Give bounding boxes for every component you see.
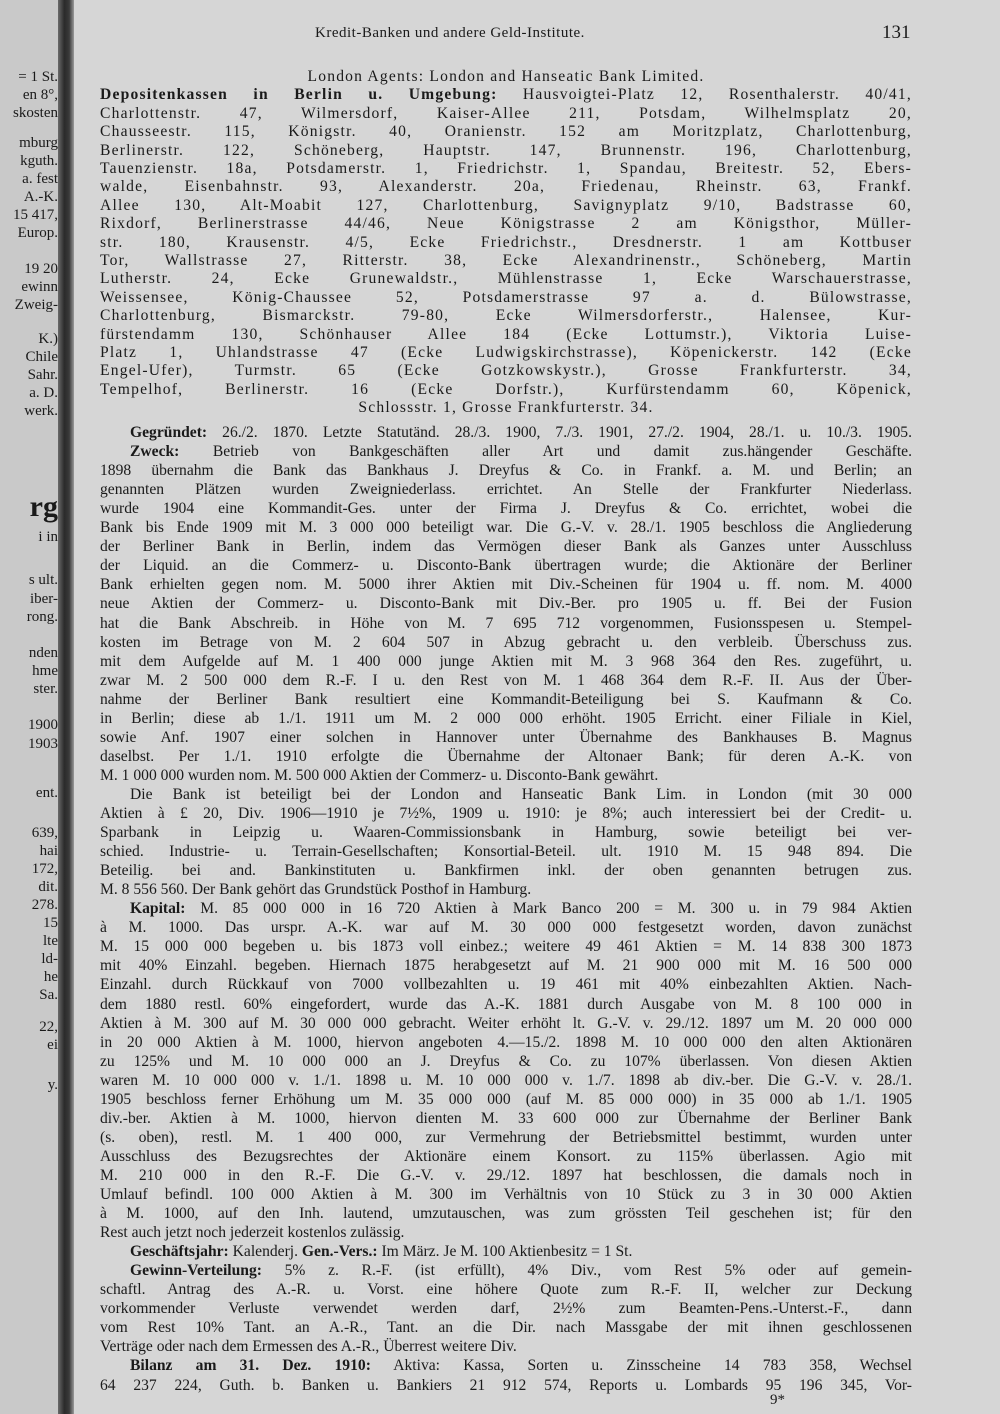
- text-line: [100, 1338, 912, 1355]
- line-text: Bank erhielten gegen nom. M. 5000 ihrer Aktien mit Div.-Scheinen für 1904 u. ff. nom. M. 4000: [100, 576, 912, 594]
- text-line: [100, 307, 912, 324]
- text-line: [100, 344, 912, 361]
- text-line: [100, 1262, 912, 1279]
- text-line: [100, 1034, 912, 1051]
- previous-page-fragment: he: [43, 969, 58, 985]
- text-line: [100, 538, 912, 555]
- line-text: Kalenderj.: [228, 1243, 299, 1261]
- line-text: Hausvoigtei-Platz 12, Rosenthalerstr. 40/41,: [497, 86, 912, 104]
- text-line: [100, 1243, 912, 1260]
- text-line: [100, 142, 912, 159]
- text-line: [100, 1205, 912, 1222]
- previous-page-fragment: hai: [39, 843, 58, 859]
- line-text: à M. 1000. Das urspr. A.-K. war auf M. 30 000 000 festgesetzt worden, davon zunächst: [100, 919, 912, 937]
- line-text: London Agents: London and Hanseatic Bank Limited.: [307, 68, 705, 85]
- line-text: Tor, Wallstrasse 27, Ritterstr. 38, Ecke Alexandrinenstr., Schöneberg, Martin: [100, 252, 912, 269]
- text-line: [100, 1129, 912, 1146]
- line-text: M. 210 000 in den R.-F. Die G.-V. v. 29./12. 1897 hat beschlossen, die damals noch in: [100, 1166, 912, 1184]
- line-text: Einzahl. durch Rückkauf von 7000 vollbezahlten u. 19 461 mit 40% einbezahlten Aktien. Nach-: [100, 976, 912, 994]
- line-text: Ausschluss des Bezugsrechtes der Aktionäre einem Konsort. zu 115% überlassen. Agio mit: [100, 1147, 912, 1165]
- text-line: [100, 234, 912, 251]
- line-text: 26./2. 1870. Letzte Statutänd. 28./3. 1900, 7./3. 1901, 27./2. 1904, 28./1. u. 10./3. 1905.: [207, 424, 912, 441]
- line-text: à M. 1000, auf den Inh. lautend, umzutauschen, was zum grössten Teil geschehen ist; für den: [100, 1205, 912, 1223]
- text-line: [100, 1357, 912, 1374]
- text-line: [100, 919, 912, 936]
- text-line: [100, 862, 912, 879]
- line-text: Verträge oder nach dem Ermessen des A.-R., Überrest weitere Div.: [100, 1338, 517, 1356]
- text-line: [100, 1053, 912, 1070]
- text-line: [100, 938, 912, 955]
- previous-page-fragment: Europ.: [17, 225, 58, 241]
- line-text: fürstendamm 130, Schönhauser Allee 184 (Ecke Lottumstr.), Viktoria Luise-: [100, 325, 912, 343]
- line-text: 1905 beschloss ferner Erhöhung um M. 35 000 000 (auf M. 85 000 000) in 35 000 ab 1./1. 1905: [100, 1090, 912, 1108]
- text-line: [100, 362, 912, 379]
- text-line: [100, 691, 912, 708]
- line-text: Chausseestr. 115, Königstr. 40, Oranienstr. 152 am Moritzplatz, Charlottenburg,: [100, 123, 912, 141]
- text-line: [100, 1110, 912, 1127]
- text-line: [100, 519, 912, 536]
- line-text: div.-ber. Aktien à M. 1000, hiervon dienten M. 33 600 000 zur Übernahme der Berliner Bank: [100, 1109, 912, 1127]
- previous-page-fragment: a. fest: [22, 171, 58, 187]
- line-text: (s. oben), restl. M. 1 400 000, zur Vermehrung der Betriebsmittel bestimmt, wurden unter: [100, 1128, 912, 1146]
- text-line: [100, 123, 912, 140]
- line-text: mit dem Aufgelde auf M. 1 400 000 junge Aktien mit M. 3 968 364 den Res. zugeführt, u.: [100, 652, 912, 670]
- previous-page-fragment: 639,: [31, 825, 58, 841]
- line-text: Platz 1, Uhlandstrasse 47 (Ecke Ludwigskirchstrasse), Köpenickerstr. 142 (Ecke: [100, 344, 912, 361]
- previous-page-fragment: skosten: [13, 105, 58, 121]
- line-text: waren M. 10 000 000 v. 1./1. 1898 u. M. 10 000 000 v. 1./7. 1898 ab div.-ber. Die G.-V. v. 28./1.: [100, 1071, 912, 1089]
- section-label: Depositenkassen in Berlin u. Umgebung:: [100, 86, 498, 104]
- line-text: der Berliner Bank in Berlin, indem das Vermögen dieser Bank als Ganzes unter Ausschluss: [100, 538, 912, 556]
- line-text: schaftl. Antrag des A.-R. u. Vorst. eine höhere Quote zum R.-F. II, welcher zur Deckung: [100, 1281, 912, 1299]
- text-line: [100, 729, 912, 746]
- text-line: [100, 270, 912, 287]
- section-label: Zweck:: [130, 443, 180, 461]
- text-line: [100, 500, 912, 517]
- text-line: [100, 1319, 912, 1336]
- text-line: [100, 881, 912, 898]
- line-text: 64 237 224, Guth. b. Banken u. Bankiers 21 912 574, Reports u. Lombards 95 196 345, Vor-: [100, 1376, 912, 1394]
- text-line: [100, 615, 912, 632]
- previous-page-fragment: y.: [47, 1077, 58, 1093]
- text-line: [100, 289, 912, 306]
- text-line: [100, 1300, 912, 1317]
- line-text: Allee 130, Alt-Moabit 127, Charlottenburg, Savignyplatz 9/10, Badstrasse 60,: [100, 196, 912, 214]
- text-line: [100, 805, 912, 822]
- text-line: [100, 672, 912, 689]
- text-line: [100, 595, 912, 612]
- line-text: Aktien à £ 20, Div. 1906—1910 je 7½%, 1909 u. 1910: je 8%; auch interessiert bei der Credit- u.: [100, 805, 912, 822]
- previous-page-fragment: hme: [32, 663, 58, 679]
- section-label: Gegründet:: [130, 424, 208, 441]
- previous-page-fragment: nden: [28, 645, 58, 661]
- previous-page-fragment: en 8°,: [22, 87, 58, 103]
- line-text: Aktien à M. 300 auf M. 30 000 000 gebracht. Weiter erhöht lt. G.-V. v. 29./12. 1897 um M. 20 000 000: [100, 1014, 912, 1032]
- previous-page-fragment: a. D.: [29, 385, 58, 401]
- text-line: [100, 1224, 912, 1241]
- previous-page-fragment: lte: [43, 933, 58, 949]
- text-line: [100, 634, 912, 651]
- text-line: [100, 443, 912, 460]
- text-line: [100, 1167, 912, 1184]
- text-line: [100, 900, 912, 917]
- text-line: [100, 462, 912, 479]
- line-text: neue Aktien der Commerz- u. Disconto-Bank mit Div.-Ber. pro 1905 u. ff. Bei der Fusion: [100, 595, 912, 613]
- line-text: Tempelhof, Berlinerstr. 16 (Ecke Dorfstr.), Kurfürstendamm 60, Köpenick,: [100, 380, 912, 398]
- previous-page-fragment: ei: [47, 1037, 58, 1053]
- text-line: [100, 824, 912, 841]
- section-label: Geschäftsjahr:: [130, 1243, 229, 1261]
- previous-page-fragment: ent.: [35, 785, 58, 801]
- previous-page-fragment: iber-: [29, 591, 58, 607]
- book-gutter: [58, 0, 74, 1414]
- text-line: [100, 1186, 912, 1203]
- line-text: in 20 000 Aktien à M. 1000, hiervon angeboten 4.—15./2. 1898 M. 10 000 000 den alten Aktionären: [100, 1033, 912, 1051]
- text-line: [100, 557, 912, 574]
- text-line: [100, 767, 912, 784]
- line-text: wurde 1904 eine Kommandit-Ges. unter der Firma J. Dreyfus & Co. errichtet, wobei die: [100, 500, 912, 518]
- previous-page-fragment: Sa.: [39, 987, 58, 1003]
- previous-page-fragment: ld-: [41, 951, 58, 967]
- text-line: [100, 105, 912, 122]
- previous-page-fragment: 15: [43, 915, 58, 931]
- text-line: [100, 710, 912, 727]
- text-line: [100, 399, 912, 416]
- running-title: Kredit-Banken und andere Geld-Institute.: [315, 25, 585, 41]
- line-text: 5% z. R.-F. (ist erfüllt), 4% Div., vom Rest 5% oder auf gemein-: [261, 1262, 912, 1280]
- line-text: vorkommender Verluste verwendet werden darf, 2½% zum Beamten-Pens.-Unterst.-F., dann: [100, 1300, 912, 1318]
- text-line: [100, 653, 912, 670]
- line-text: hat die Bank Abschreib. in Höhe von M. 7 695 712 vorgenommen, Fusionsspesen u. Stempel-: [100, 614, 912, 632]
- line-text: genannten Plätzen wurden Zweigniederlass. errichtet. An Stelle der Frankfurter Niederlass.: [100, 481, 912, 499]
- line-text: Betrieb von Bankgeschäften aller Art und damit zus.hängender Geschäfte.: [179, 443, 912, 461]
- text-line: [100, 786, 912, 803]
- previous-page-fragment: Zweig-: [14, 297, 58, 313]
- line-text: Bank bis Ende 1909 mit M. 3 000 000 beteiligt war. Die G.-V. v. 28./1. 1905 beschloss die Angliederung: [100, 519, 912, 537]
- line-text: walde, Eisenbahnstr. 93, Alexanderstr. 20a, Friedenau, Rheinstr. 63, Frankf.: [100, 178, 912, 196]
- text-line: [100, 576, 912, 593]
- text-line: [100, 1148, 912, 1165]
- text-line: [100, 381, 912, 398]
- line-text: Schlossstr. 1, Grosse Frankfurterstr. 34.: [358, 399, 654, 417]
- previous-page-fragment: 172,: [31, 861, 58, 877]
- previous-page-fragment: 15 417,: [13, 207, 58, 223]
- line-text: Beteilig. bei and. Bankinstituten u. Bankfirmen inkl. der oben genannten betrugen zus.: [100, 862, 912, 880]
- previous-page-fragment: rg: [29, 490, 58, 523]
- line-text: Berlinerstr. 122, Schöneberg, Hauptstr. 147, Brunnenstr. 196, Charlottenburg,: [100, 141, 912, 159]
- line-text: M. 1 000 000 wurden nom. M. 500 000 Aktien der Commerz- u. Disconto-Bank gewährt.: [100, 766, 659, 784]
- line-text: zu 125% und M. 10 000 000 an J. Dreyfus & Co. zu 107% überlassen. Von diesen Aktien: [100, 1052, 912, 1070]
- text-line: [100, 976, 912, 993]
- line-text: Rixdorf, Berlinerstrasse 44/46, Neue Königstrasse 2 am Königsthor, Müller-: [100, 215, 912, 233]
- text-line: [100, 481, 912, 498]
- previous-page-fragment: A.-K.: [23, 189, 58, 205]
- previous-page-fragment: i in: [38, 529, 58, 545]
- text-line: [100, 86, 912, 103]
- line-text: 1898 übernahm die Bank das Bankhaus J. Dreyfus & Co. in Frankf. a. M. und Berlin; an: [100, 462, 912, 480]
- previous-page-fragment: dit.: [38, 879, 58, 895]
- line-text: vom Rest 10% Tant. an A.-R., Tant. an die Dir. nach Massgabe der mit ihnen geschlossenen: [100, 1319, 912, 1337]
- line-text: Tauenzienstr. 18a, Potsdamerstr. 1, Friedrichstr. 1, Spandau, Breitestr. 52, Ebers-: [100, 160, 912, 177]
- previous-page-fragment: = 1 St.: [18, 69, 58, 85]
- text-line: [100, 424, 912, 441]
- previous-page-fragment: K.): [38, 331, 58, 347]
- previous-page-fragment: Chile: [25, 349, 58, 365]
- section-label: Kapital:: [130, 900, 186, 918]
- line-text: Weissensee, König-Chaussee 52, Potsdamerstrasse 97 a. d. Bülowstrasse,: [100, 288, 912, 306]
- previous-page-fragment: 1900: [28, 717, 58, 733]
- line-text: daselbst. Per 1./1. 1910 erfolgte die Übernahme der Altonaer Bank; für deren A.-K. von: [100, 747, 912, 765]
- text-line: [100, 1281, 912, 1298]
- page-number: 131: [882, 22, 911, 43]
- line-text: Charlottenburg, Bismarckstr. 79-80, Ecke Wilmersdorferstr., Halensee, Kur-: [100, 307, 912, 325]
- text-line: [100, 996, 912, 1013]
- section-label: Gewinn-Verteilung:: [130, 1262, 262, 1280]
- line-text: mit 40% Einzahl. begeben. Hiernach 1875 herabgesetzt auf M. 21 900 000 mit M. 16 500 000: [100, 957, 912, 975]
- line-text: schied. Industrie- u. Terrain-Gesellschaften; Konsortial-Beteil. ult. 1910 M. 15 948 894. Die: [100, 843, 912, 861]
- line-text: sowie Anf. 1907 einer solchen in Hannover unter Übernahme des Bankhauses B. Magnus: [100, 728, 912, 746]
- line-text: Im März. Je M. 100 Aktienbesitz = 1 St.: [377, 1243, 633, 1261]
- line-text: Charlottenstr. 47, Wilmersdorf, Kaiser-Allee 211, Potsdam, Wilhelmsplatz 20,: [100, 104, 912, 122]
- line-text: M. 8 556 560. Der Bank gehört das Grundstück Posthof in Hamburg.: [100, 881, 532, 899]
- text-line: [100, 326, 912, 343]
- line-text: Aktiva: Kassa, Sorten u. Zinsscheine 14 783 358, Wechsel: [370, 1357, 912, 1375]
- text-line: [100, 160, 912, 177]
- text-line: [100, 1072, 912, 1089]
- line-text: Engel-Ufer), Turmstr. 65 (Ecke Gotzkowskystr.), Grosse Frankfurterstr. 34,: [100, 362, 912, 380]
- text-line: [100, 215, 912, 232]
- line-text: M. 15 000 000 begeben u. bis 1873 voll einbez.; weitere 49 461 Aktien = M. 14 838 300 1873: [100, 938, 912, 956]
- previous-page-fragment: mburg: [19, 135, 58, 151]
- text-line: [100, 1015, 912, 1032]
- line-text: Umlauf befindl. 100 000 Aktien à M. 300 im Verhältnis von 10 Stück zu 3 in 30 000 Aktien: [100, 1186, 912, 1203]
- text-line: [100, 843, 912, 860]
- previous-page-fragment: werk.: [24, 403, 58, 419]
- line-text: Die Bank ist beteiligt bei der London and Hanseatic Bank Lim. in London (mit 30 000: [130, 785, 912, 803]
- line-text: dem 1880 restl. 60% eingefordert, wurde das A.-K. 1881 durch Ausgabe von M. 8 100 000 in: [100, 995, 912, 1013]
- line-text: nahme der Berliner Bank resultiert eine Kommandit-Beteiligung bei S. Kaufmann & Co.: [100, 690, 912, 708]
- previous-page-fragment: 1903: [28, 736, 58, 752]
- signature-mark: 9*: [770, 1392, 785, 1408]
- previous-page-fragment: 278.: [31, 897, 58, 913]
- text-line: [100, 197, 912, 214]
- line-text: str. 180, Krausenstr. 4/5, Ecke Friedrichstr., Dresdnerstr. 1 am Kottbuser: [100, 233, 912, 251]
- previous-page-fragment: ewinn: [21, 279, 58, 295]
- line-text: Rest auch jetzt noch jederzeit kostenlos zulässig.: [100, 1224, 405, 1242]
- text-line: [100, 252, 912, 269]
- text-line: [100, 178, 912, 195]
- previous-page-fragment: 19 20: [24, 261, 58, 277]
- text-line: [100, 748, 912, 765]
- section-label: Gen.-Vers.:: [298, 1243, 378, 1261]
- previous-page-fragment: kguth.: [20, 153, 58, 169]
- text-line: [100, 1377, 912, 1394]
- previous-page-fragment: s ult.: [28, 572, 58, 588]
- line-text: der Liquid. an die Commerz- u. Disconto-Bank übertragen wurde; die Aktionäre der Berliner: [100, 557, 912, 575]
- line-text: Sparbank in Leipzig u. Waaren-Commissionsbank in Hamburg, sowie beteiligt bei ver-: [100, 824, 912, 842]
- previous-page-fragment: rong.: [26, 609, 58, 625]
- text-line: [100, 1091, 912, 1108]
- previous-page-fragment: ster.: [33, 681, 58, 697]
- section-label: Bilanz am 31. Dez. 1910:: [130, 1357, 371, 1375]
- previous-page-fragment: 22,: [39, 1019, 58, 1035]
- line-text: M. 85 000 000 in 16 720 Aktien à Mark Banco 200 = M. 300 u. in 79 984 Aktien: [185, 900, 912, 918]
- line-text: zwar M. 2 500 000 dem R.-F. I u. den Rest von M. 1 468 364 dem R.-F. II. Aus der Über-: [100, 671, 912, 689]
- previous-page-fragment: Sahr.: [27, 367, 58, 383]
- text-line: [100, 957, 912, 974]
- text-line: [100, 68, 912, 85]
- line-text: Lutherstr. 24, Ecke Grunewaldstr., Mühlenstrasse 1, Ecke Warschauerstrasse,: [100, 270, 912, 288]
- line-text: kosten im Betrage von M. 2 604 507 in Abzug gebracht u. den verbleib. Überschuss zus.: [100, 633, 912, 651]
- line-text: in Berlin; diese ab 1./1. 1911 um M. 2 000 000 erhöht. 1905 Erricht. einer Filiale in Kiel,: [100, 709, 912, 727]
